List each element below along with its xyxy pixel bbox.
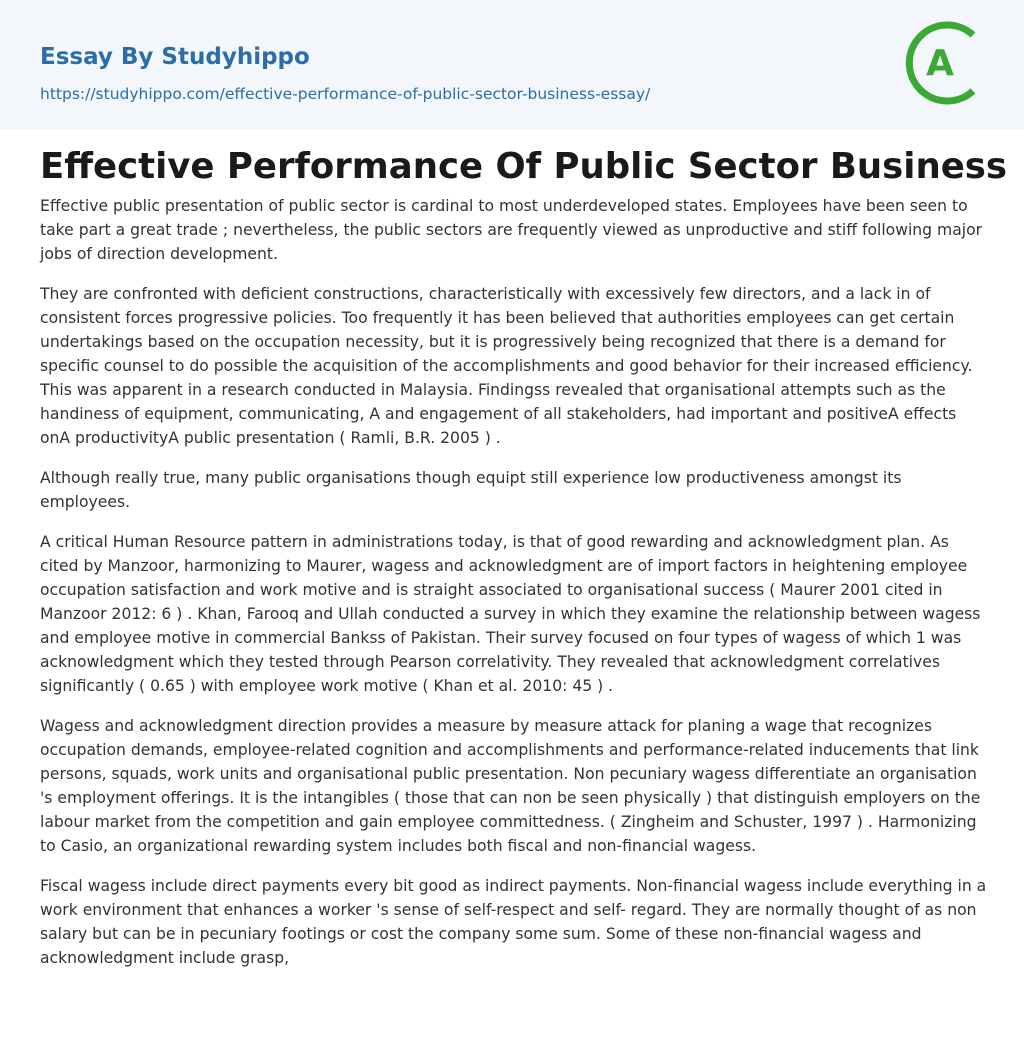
article-paragraph: They are confronted with deficient constructions, characteristically with excessively few directors, and a lack in of consistent forces progressive policies. Too frequently it has been believed that authorities employees can get certain undertakings based on the occupation necessity, but it is progressively being recognized that there is a demand for specific counsel to do possible the acquisition of the accomplishments and good behavior for their increased efficiency. This was apparent in a research conducted in Malaysia. Findingss revealed that organisational attempts such as the handiness of equipment, communicating, A and engagement of all stakeholders, had important and positiveA effects onA productivityA public presentation ( Ramli, B.R. 2005 ) . (40, 285, 973, 447)
site-title[interactable]: Essay By Studyhippo (40, 44, 310, 70)
article-paragraph: Effective public presentation of public sector is cardinal to most underdeveloped states. Employees have been seen to take part a great trade ; nevertheless, the public sectors are frequently viewed as unproductive and stiff following major jobs of direction development. (40, 197, 983, 263)
article-title: Effective Performance Of Public Sector Business (40, 146, 1008, 187)
article-body (40, 194, 988, 986)
article-paragraph: Wagess and acknowledgment direction provides a measure by measure attack for planing a wage that recognizes occupation demands, employee-related cognition and accomplishments and performance-related inducements that link persons, squads, work units and organisational public presentation. Non pecuniary wagess differentiate an organisation 's employment offerings. It is the intangibles ( those that can non be seen physically ) that distinguish employers on the labour market from the competition and gain employee committedness. ( Zingheim and Schuster, 1997 ) . Harmonizing to Casio, an organizational rewarding system includes both fiscal and non-financial wagess. (40, 717, 981, 855)
article-paragraph: Although really true, many public organisations though equipt still experience low productiveness amongst its employees. (40, 469, 902, 511)
page-url-link[interactable]: https://studyhippo.com/effective-performance-of-public-sector-business-essay/ (40, 85, 651, 103)
article-paragraph: A critical Human Resource pattern in administrations today, is that of good rewarding and acknowledgment plan. As cited by Manzoor, harmonizing to Maurer, wagess and acknowledgment are of import factors in heightening employee occupation satisfaction and work motive and is straight associated to organisational success ( Maurer 2001 cited in Manzoor 2012: 6 ) . Khan, Farooq and Ullah conducted a survey in which they examine the relationship between wagess and employee motive in commercial Bankss of Pakistan. Their survey focused on four types of wagess of which 1 was acknowledgment which they tested through Pearson correlativity. They revealed that acknowledgment correlatives significantly ( 0.65 ) with employee work motive ( Khan et al. 2010: 45 ) . (40, 533, 981, 695)
article-paragraph: Fiscal wagess include direct payments every bit good as indirect payments. Non-financial wagess include everything in a work environment that enhances a worker 's sense of self-respect and self- regard. They are normally thought of as non salary but can be in pecuniary footings or cost the company some sum. Some of these non-financial wagess and acknowledgment include grasp, (40, 877, 987, 967)
logo-letter: A (926, 43, 954, 84)
